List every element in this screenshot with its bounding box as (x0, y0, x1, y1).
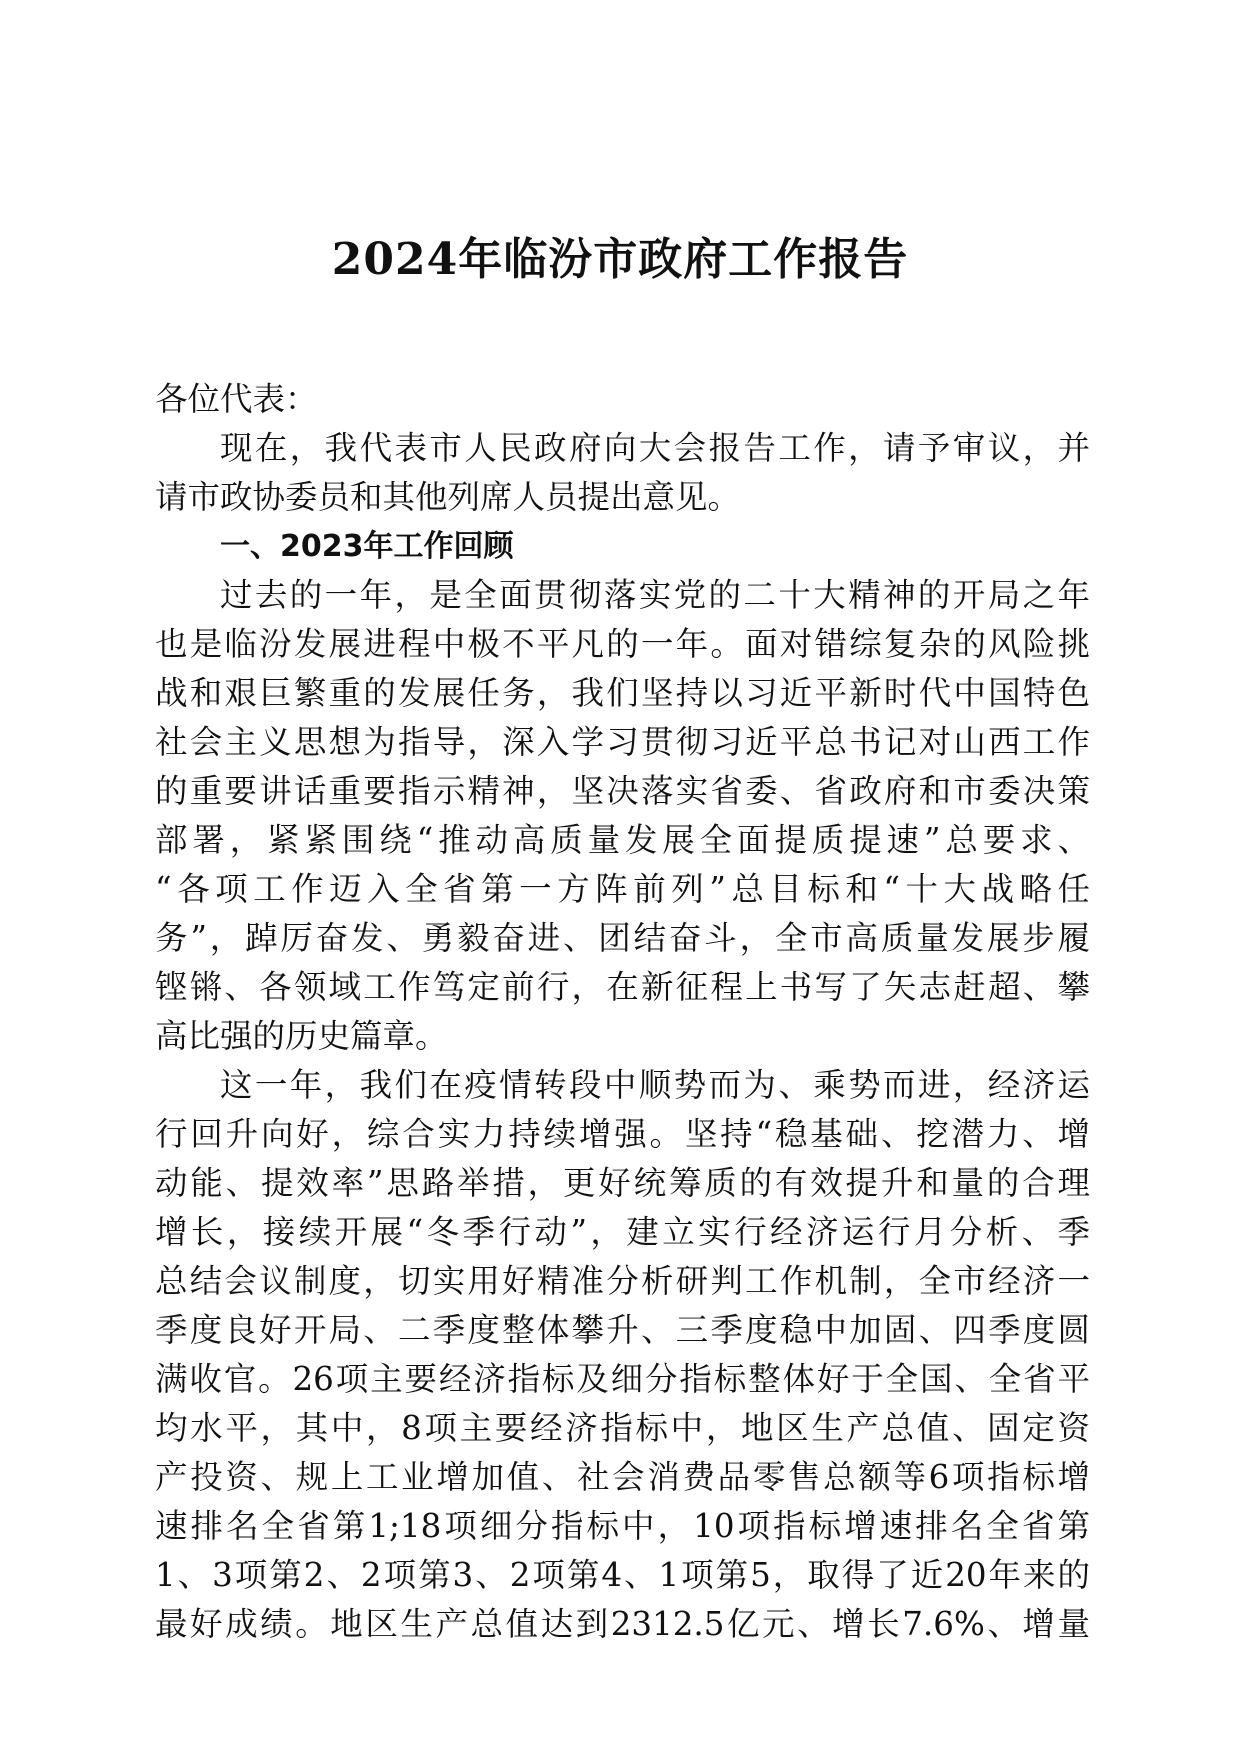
text-line: 铿锵、各领域工作笃定前行，在新征程上书写了矢志赶超、攀 (155, 968, 1090, 1006)
section-heading (155, 522, 1090, 571)
text-line: 高比强的历史篇章。 (155, 1017, 448, 1055)
text-line: 均水平，其中，8项主要经济指标中，地区生产总值、固定资 (155, 1409, 1090, 1447)
paragraph-review (155, 571, 1090, 1061)
text-line: 请市政协委员和其他列席人员提出意见。 (155, 478, 741, 516)
text-line: 最好成绩。地区生产总值达到2312.5亿元、增长7.6%、增量 (155, 1605, 1090, 1643)
paragraph-economy (155, 1061, 1090, 1649)
text-line: 增长，接续开展“冬季行动”，建立实行经济运行月分析、季 (155, 1213, 1090, 1251)
paragraph-intro (155, 424, 1090, 522)
page-title: 2024年临汾市政府工作报告 (331, 234, 909, 285)
text-line: 动能、提效率”思路举措，更好统筹质的有效提升和量的合理 (155, 1164, 1090, 1202)
text-line: 速排名全省第1;18项细分指标中，10项指标增速排名全省第 (155, 1507, 1090, 1545)
text-line: 的重要讲话重要指示精神，坚决落实省委、省政府和市委决策 (155, 772, 1090, 810)
text-line: 季度良好开局、二季度整体攀升、三季度稳中加固、四季度圆 (155, 1311, 1090, 1349)
text-line: 行回升向好，综合实力持续增强。坚持“稳基础、挖潜力、增 (155, 1115, 1090, 1153)
document-body (155, 375, 1090, 1649)
salutation: 各位代表： (155, 380, 318, 418)
text-line: 满收官。26项主要经济指标及细分指标整体好于全国、全省平 (155, 1360, 1090, 1398)
text-line: 这一年，我们在疫情转段中顺势而为、乘势而进，经济运 (220, 1066, 1090, 1104)
text-line: 务”，踔厉奋发、勇毅奋进、团结奋斗，全市高质量发展步履 (155, 919, 1090, 957)
text-line: “各项工作迈入全省第一方阵前列”总目标和“十大战略任 (155, 870, 1090, 908)
text-line: 1、3项第2、2项第3、2项第4、1项第5，取得了近20年来的 (155, 1556, 1090, 1594)
text-line: 现在，我代表市人民政府向大会报告工作，请予审议，并 (220, 429, 1090, 467)
text-line: 部署，紧紧围绕“推动高质量发展全面提质提速”总要求、 (155, 821, 1090, 859)
text-line: 战和艰巨繁重的发展任务，我们坚持以习近平新时代中国特色 (155, 674, 1090, 712)
text-line: 总结会议制度，切实用好精准分析研判工作机制，全市经济一 (155, 1262, 1090, 1300)
text-line: 社会主义思想为指导，深入学习贯彻习近平总书记对山西工作 (155, 723, 1090, 761)
text-line: 也是临汾发展进程中极不平凡的一年。面对错综复杂的风险挑 (155, 625, 1090, 663)
text-line: 过去的一年，是全面贯彻落实党的二十大精神的开局之年 (220, 576, 1090, 614)
text-line: 产投资、规上工业增加值、社会消费品零售总额等6项指标增 (155, 1458, 1090, 1496)
heading-line: 一、2023年工作回顾 (220, 529, 514, 564)
